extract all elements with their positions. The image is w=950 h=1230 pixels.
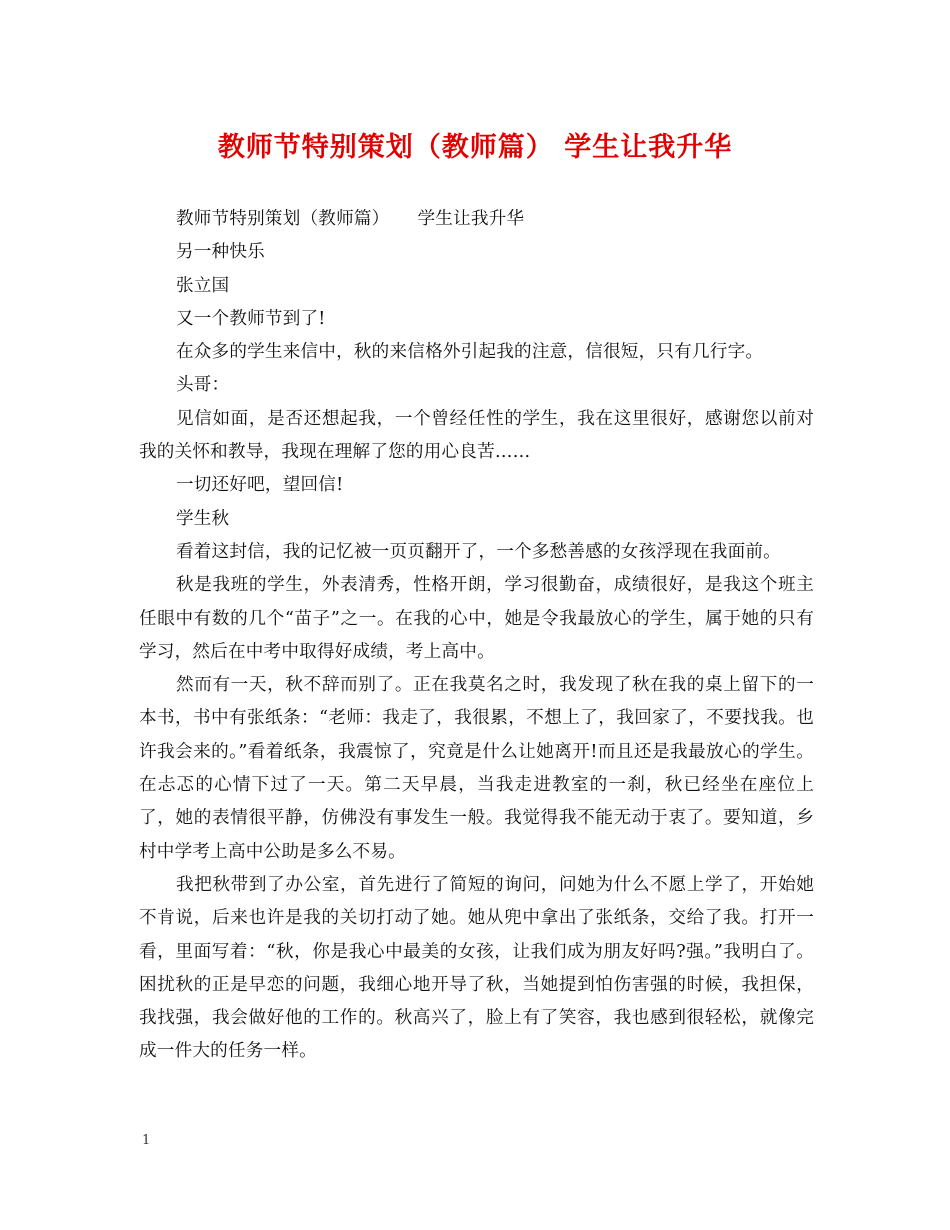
subtitle-line xyxy=(139,203,814,236)
document-title: 教师节特别策划（教师篇） 学生让我升华 xyxy=(217,132,733,163)
paragraph: 张立国 xyxy=(175,275,230,296)
paragraph: 看着这封信，我的记忆被一页页翻开了，一个多愁善感的女孩浮现在我面前。 xyxy=(175,541,781,562)
paragraph: 一切还好吧，望回信! xyxy=(175,475,344,496)
paragraph: 在众多的学生来信中，秋的来信格外引起我的注意，信很短，只有几行字。 xyxy=(175,342,764,363)
paragraph: 头哥： xyxy=(175,375,230,396)
paragraph: 见信如面，是否还想起我，一个曾经任性的学生，我在这里很好，感谢您以前对我的关怀和教导，我现在理解了您的用心良苦…… xyxy=(139,408,814,463)
paragraph: 然而有一天，秋不辞而别了。正在我莫名之时，我发现了秋在我的桌上留下的一本书，书中有张纸条：“老师：我走了，我很累，不想上了，我回家了，不要找我。也许我会来的。”看着纸条，我震惊了，究竟是什么让她离开!而且还是我最放心的学生。在忐忑的心情下过了一天。第二天早晨，当我走进教室的一刹，秋已经坐在座位上了，她的表情很平静，仿佛没有事发生一般。我觉得我不能无动于衷了。要知道，乡村中学考上高中公助是多么不易。 xyxy=(139,675,814,862)
paragraph: 我把秋带到了办公室，首先进行了简短的询问，问她为什么不愿上学了，开始她不肯说，后来也许是我的关切打动了她。她从兜中拿出了张纸条，交给了我。打开一看，里面写着：“秋，你是我心中最美的女孩，让我们成为朋友好吗?强。”我明白了。困扰秋的正是早恋的问题，我细心地开导了秋，当她提到怕伤害强的时候，我担保，我找强，我会做好他的工作的。秋高兴了，脸上有了笑容，我也感到很轻松，就像完成一件大的任务一样。 xyxy=(139,874,814,1062)
paragraph: 学生秋 xyxy=(175,508,230,529)
paragraph: 秋是我班的学生，外表清秀，性格开朗，学习很勤奋，成绩很好，是我这个班主任眼中有数的几个“苗子”之一。在我的心中，她是令我最放心的学生，属于她的只有学习，然后在中考中取得好成绩，考上高中。 xyxy=(139,575,814,662)
paragraph: 另一种快乐 xyxy=(175,242,265,263)
subtitle-left: 教师节特别策划（教师篇） xyxy=(175,209,390,229)
subtitle-right: 学生让我升华 xyxy=(417,209,525,229)
document-body xyxy=(139,203,814,1069)
page-number: 1 xyxy=(142,1133,151,1148)
paragraph: 又一个教师节到了! xyxy=(175,308,326,329)
